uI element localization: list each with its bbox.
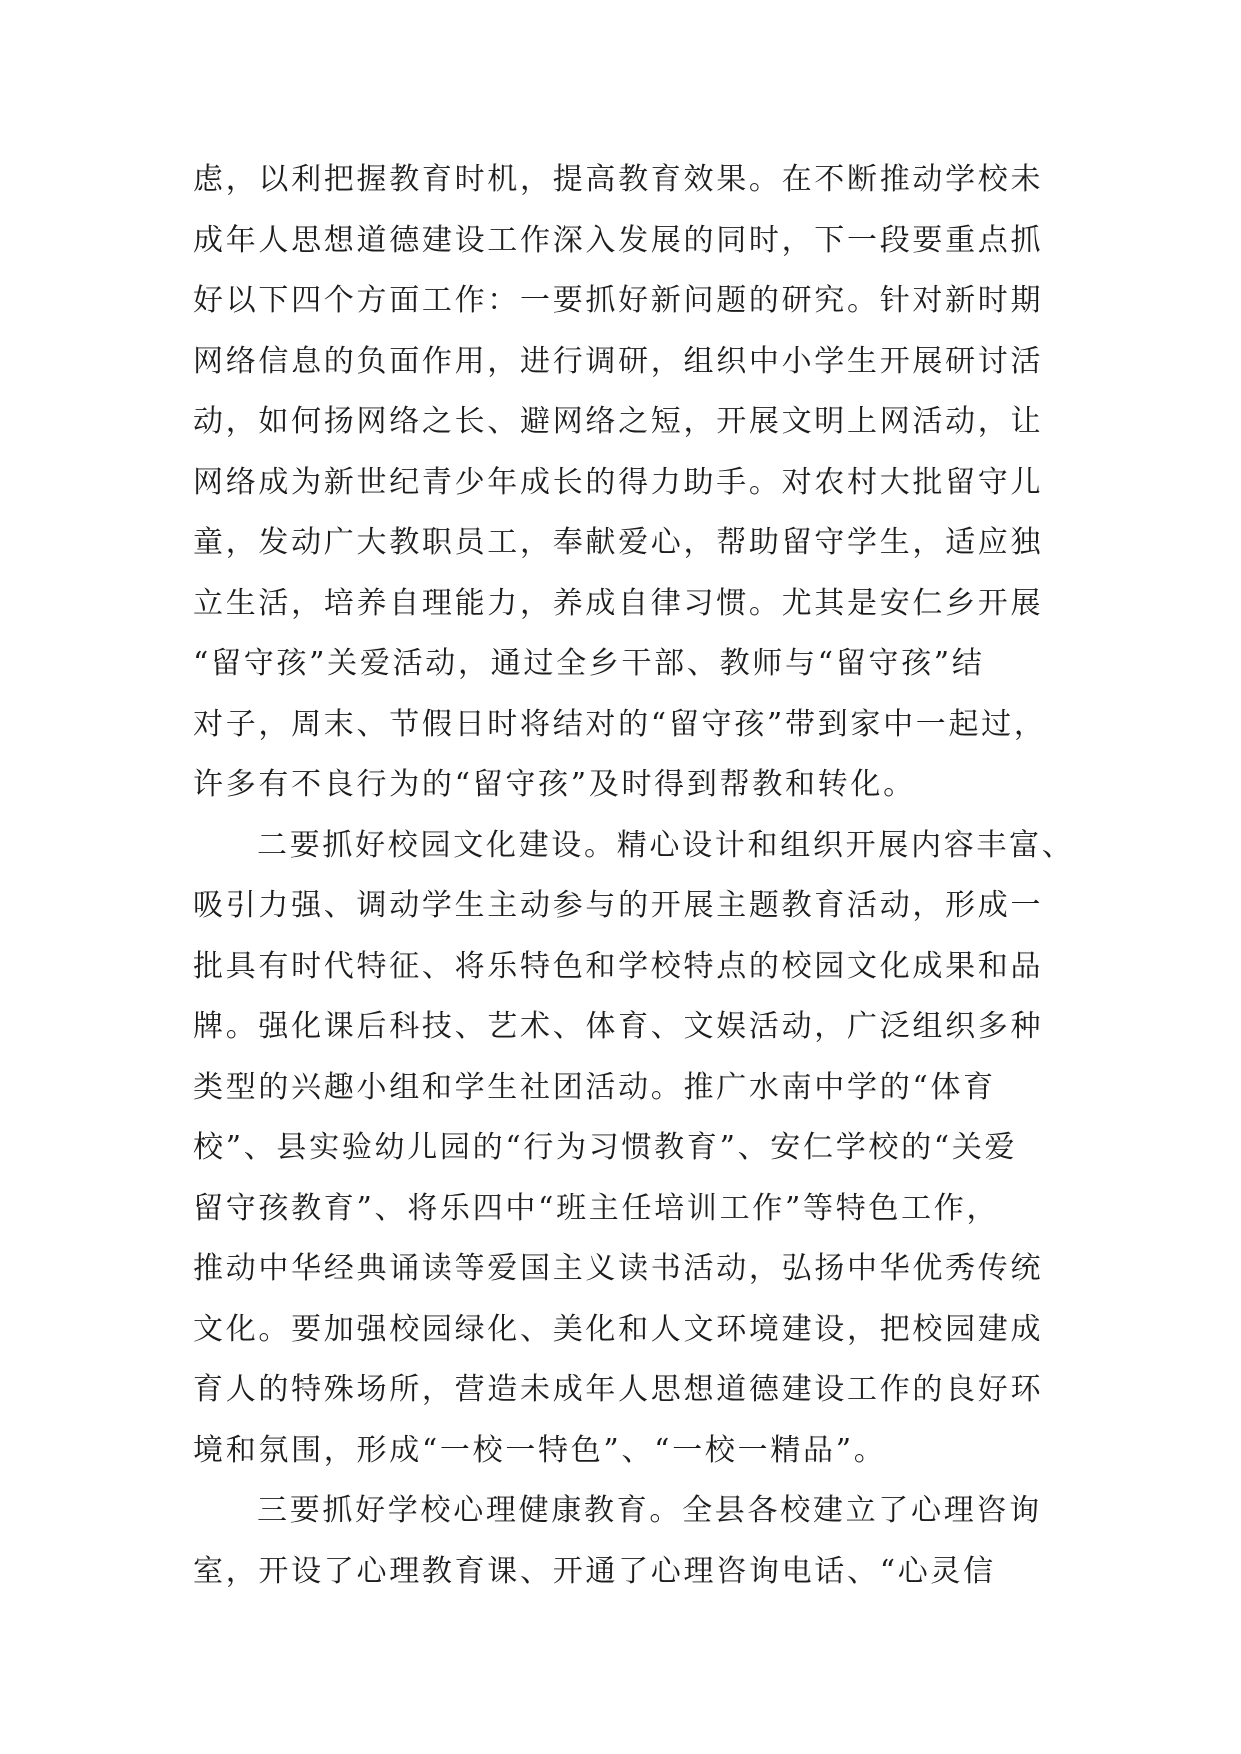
text-line: 二要抓好校园文化建设。精心设计和组织开展内容丰富、 xyxy=(257,827,1075,863)
text-line: 类型的兴趣小组和学生社团活动。推广水南中学的“体育 xyxy=(193,1069,996,1105)
paragraph-3 xyxy=(193,1481,1053,1602)
text-line: 许多有不良行为的“留守孩”及时得到帮教和转化。 xyxy=(193,767,916,802)
text-line: 室，开设了心理教育课、开通了心理咨询电话、“心灵信 xyxy=(193,1553,996,1589)
text-line: 境和氛围，形成“一校一特色”、“一校一精品”。 xyxy=(193,1432,887,1468)
paragraph-2 xyxy=(193,816,1075,1482)
text-line: “留守孩”关爱活动，通过全乡干部、教师与“留守孩”结 xyxy=(193,646,985,681)
text-line: 吸引力强、调动学生主动参与的开展主题教育活动，形成一 xyxy=(193,888,1044,923)
text-line: 网络成为新世纪青少年成长的得力助手。对农村大批留守儿 xyxy=(193,464,1044,500)
body-text xyxy=(193,150,1075,1602)
text-line: 好以下四个方面工作：一要抓好新问题的研究。针对新时期 xyxy=(193,283,1044,318)
text-line: 育人的特殊场所，营造未成年人思想道德建设工作的良好环 xyxy=(193,1372,1044,1407)
text-line: 立生活，培养自理能力，养成自律习惯。尤其是安仁乡开展 xyxy=(193,585,1044,621)
text-line: 留守孩教育”、将乐四中“班主任培训工作”等特色工作， xyxy=(193,1190,1000,1226)
text-line: 文化。要加强校园绿化、美化和人文环境建设，把校园建成 xyxy=(193,1311,1044,1347)
text-line: 牌。强化课后科技、艺术、体育、文娱活动，广泛组织多种 xyxy=(193,1009,1044,1044)
text-line: 推动中华经典诵读等爱国主义读书活动，弘扬中华优秀传统 xyxy=(193,1251,1044,1286)
text-line: 网络信息的负面作用，进行调研，组织中小学生开展研讨活 xyxy=(193,343,1044,379)
text-line: 对子，周末、节假日时将结对的“留守孩”带到家中一起过， xyxy=(193,706,1047,742)
text-line: 批具有时代特征、将乐特色和学校特点的校园文化成果和品 xyxy=(193,948,1044,984)
text-line: 三要抓好学校心理健康教育。全县各校建立了心理咨询 xyxy=(257,1493,1042,1528)
text-line: 成年人思想道德建设工作深入发展的同时，下一段要重点抓 xyxy=(193,222,1044,258)
text-line: 校”、县实验幼儿园的“行为习惯教育”、安仁学校的“关爱 xyxy=(193,1130,1018,1165)
text-line: 动，如何扬网络之长、避网络之短，开展文明上网活动，让 xyxy=(193,404,1044,439)
text-line: 虑，以利把握教育时机，提高教育效果。在不断推动学校未 xyxy=(193,162,1044,197)
paragraph-1 xyxy=(193,150,1053,816)
text-line: 童，发动广大教职员工，奉献爱心，帮助留守学生，适应独 xyxy=(193,525,1044,560)
